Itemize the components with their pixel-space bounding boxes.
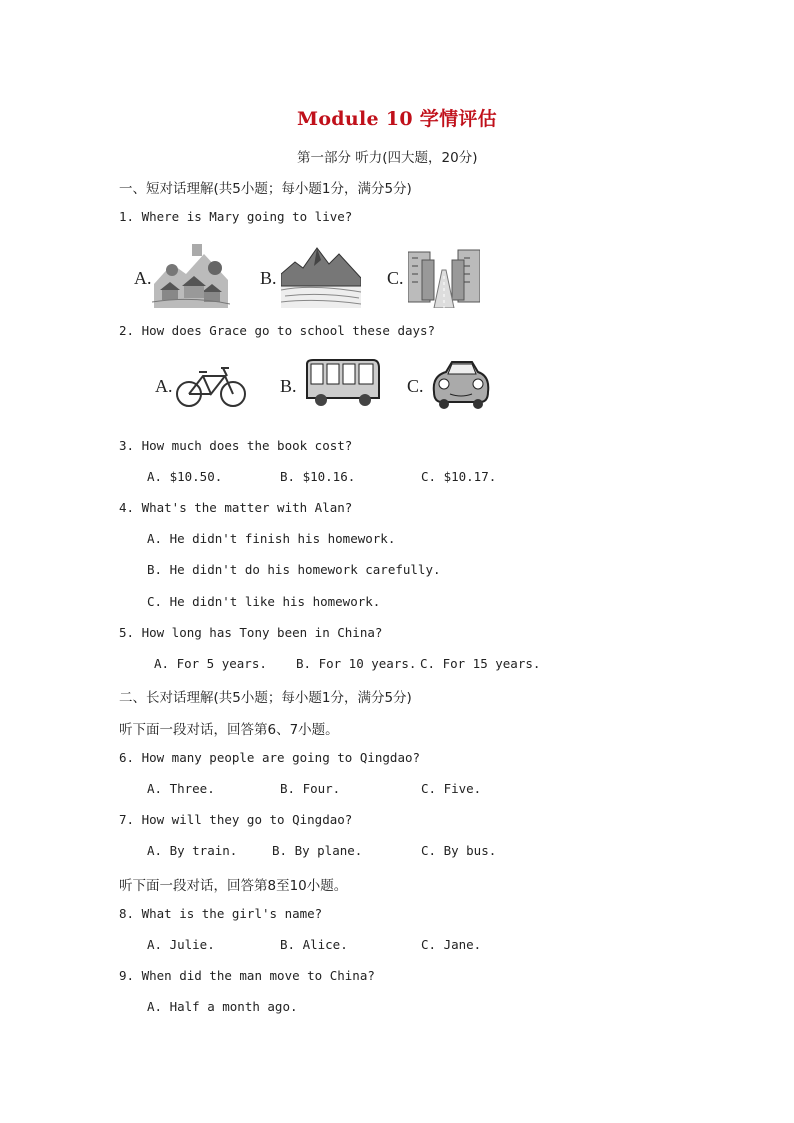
option-b-label: B. [280,376,297,396]
q6-option-c: C. Five. [421,781,482,796]
q3-option-b: B. $10.16. [280,469,356,484]
q8-option-c: C. Jane. [421,937,482,952]
instruction-6-7: 听下面一段对话，回答第6、7小题。 [119,722,339,738]
question-2: 2. How does Grace go to school these days? [119,323,436,338]
option-a-label: A. [155,376,173,396]
q9-option-a: A. Half a month ago. [147,999,298,1014]
instruction-8-10: 听下面一段对话，回答第8至10小题。 [119,878,348,894]
q4-option-a: A. He didn't finish his homework. [147,531,396,546]
mountain-lake-picture [281,244,361,308]
q7-option-b: B. By plane. [272,843,363,858]
q6-option-b: B. Four. [280,781,341,796]
option-a-label: A. [134,268,152,288]
q7-option-a: A. By train. [147,843,238,858]
bus-picture [303,358,381,410]
q3-option-a: A. $10.50. [147,469,223,484]
q8-option-a: A. Julie. [147,937,215,952]
section-heading-short-dialogue: 一、短对话理解(共5小题；每小题1分，满分5分) [119,181,412,197]
q4-option-c: C. He didn't like his homework. [147,594,381,609]
q5-option-a: A. For 5 years. [154,656,267,671]
question-4: 4. What's the matter with Alan? [119,500,353,515]
city-street-picture [408,246,480,308]
bicycle-picture [175,362,249,410]
option-b-label: B. [260,268,277,288]
q8-option-b: B. Alice. [280,937,348,952]
page-title: Module 10 学情评估 [297,108,497,130]
question-1: 1. Where is Mary going to live? [119,209,353,224]
q4-option-b: B. He didn't do his homework carefully. [147,562,441,577]
part-heading: 第一部分 听力(四大题，20分) [297,150,478,166]
option-c-label: C. [407,376,424,396]
question-6: 6. How many people are going to Qingdao? [119,750,421,765]
q6-option-a: A. Three. [147,781,215,796]
question-3: 3. How much does the book cost? [119,438,353,453]
car-picture [428,356,494,414]
question-7: 7. How will they go to Qingdao? [119,812,353,827]
village-picture [152,240,230,308]
section-heading-long-dialogue: 二、长对话理解(共5小题；每小题1分，满分5分) [119,690,412,706]
q7-option-c: C. By bus. [421,843,497,858]
question-5: 5. How long has Tony been in China? [119,625,383,640]
option-c-label: C. [387,268,404,288]
question-8: 8. What is the girl's name? [119,906,323,921]
q5-option-b: B. For 10 years. [296,656,417,671]
q3-option-c: C. $10.17. [421,469,497,484]
q5-option-c: C. For 15 years. [420,656,541,671]
question-9: 9. When did the man move to China? [119,968,375,983]
